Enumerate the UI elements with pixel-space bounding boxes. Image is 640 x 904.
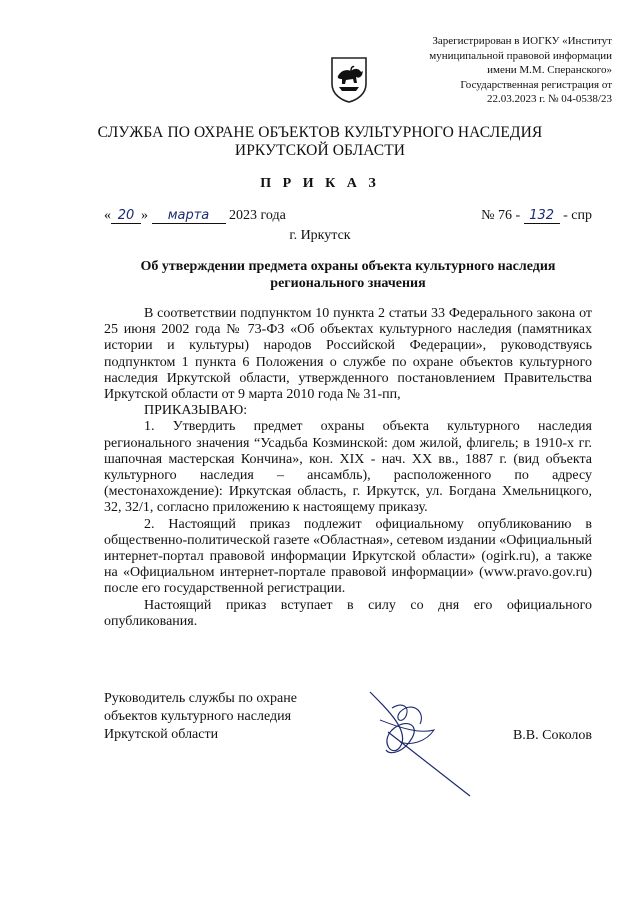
- registration-line: Государственная регистрация от: [460, 78, 612, 91]
- order-number-suffix: - спр: [563, 208, 592, 223]
- registration-line: муниципальной правовой информации: [429, 49, 612, 62]
- signatory-title-line: Руководитель службы по охране: [104, 691, 297, 706]
- irkutsk-coat-of-arms-icon: [329, 56, 369, 104]
- order-date-number-line: [104, 208, 592, 228]
- order-subject: [118, 258, 578, 292]
- signatory-title: [104, 690, 297, 744]
- agency-line: ИРКУТСКОЙ ОБЛАСТИ: [234, 142, 406, 159]
- order-number: [481, 208, 592, 224]
- agency-line: СЛУЖБА ПО ОХРАНЕ ОБЪЕКТОВ КУЛЬТУРНОГО НАСЛЕДИЯ: [97, 124, 543, 141]
- order-body: [104, 306, 592, 630]
- handwritten-signature-icon: [330, 672, 480, 802]
- order-city: г. Иркутск: [289, 228, 351, 243]
- item-1-paragraph: 1. Утвердить предмет охраны объекта культурного наследия регионального значения “Усадьба Козминской: дом жилой, флигель; в 1910-х гг. шапочная мастерская Кончина», кон. XIX - нач. XX вв., 1887 г. (вид объекта культурного наследия – ансамбль), расположенного по адресу (местонахождение): Иркутская область, г. Иркутск, ул. Богдана Хмельницкого, 32, 32/1, согласно приложению к настоящему приказу.: [104, 419, 592, 516]
- order-date: [104, 208, 286, 224]
- final-paragraph: Настоящий приказ вступает в силу со дня его официального опубликования.: [104, 597, 592, 629]
- agency-name: [0, 124, 640, 160]
- signatory-title-line: объектов культурного наследия: [104, 709, 292, 724]
- signatory-title-line: Иркутской области: [104, 727, 219, 742]
- registration-line: 22.03.2023 г. № 04-0538/23: [487, 93, 612, 105]
- order-title: П Р И К А З: [260, 176, 380, 191]
- registration-line: Зарегистрирован в ИОГКУ «Институт: [432, 35, 612, 47]
- preamble-paragraph: В соответствии подпунктом 10 пункта 2 статьи 33 Федерального закона от 25 июня 2002 года № 73-ФЗ «Об объектах культурного наследия (памятниках истории и культуры) народов Российской Федерации», руководствуясь подпунктом 1 пункта 6 Положения о службе по охране объектов культурного наследия Иркутской области, утвержденного постановлением Правительства Иркутской области от 9 марта 2010 года № 31-пп,: [104, 306, 592, 403]
- subject-line: регионального значения: [270, 276, 426, 291]
- subject-line: Об утверждении предмета охраны объекта культурного наследия: [140, 259, 556, 274]
- handwritten-number: 132: [524, 208, 560, 224]
- order-year: 2023 года: [229, 208, 286, 223]
- order-word: ПРИКАЗЫВАЮ:: [144, 403, 248, 419]
- quote-close: »: [141, 208, 148, 223]
- item-2-paragraph: 2. Настоящий приказ подлежит официальному опубликованию в общественно-политической газете «Областная», сетевом издании «Официальный интернет-портал правовой информации Иркутской области» (ogirk.ru), а также на «Официальном интернет-портале правовой информации» (www.pravo.gov.ru) после его государственной регистрации.: [104, 516, 592, 597]
- registration-stamp: [392, 34, 612, 107]
- signatory-name: В.В. Соколов: [512, 728, 592, 743]
- quote-open: «: [104, 208, 111, 223]
- order-number-prefix: № 76 -: [481, 208, 521, 223]
- handwritten-day: 20: [111, 208, 141, 224]
- registration-line: имени М.М. Сперанского»: [487, 64, 612, 76]
- handwritten-month: марта: [152, 208, 226, 224]
